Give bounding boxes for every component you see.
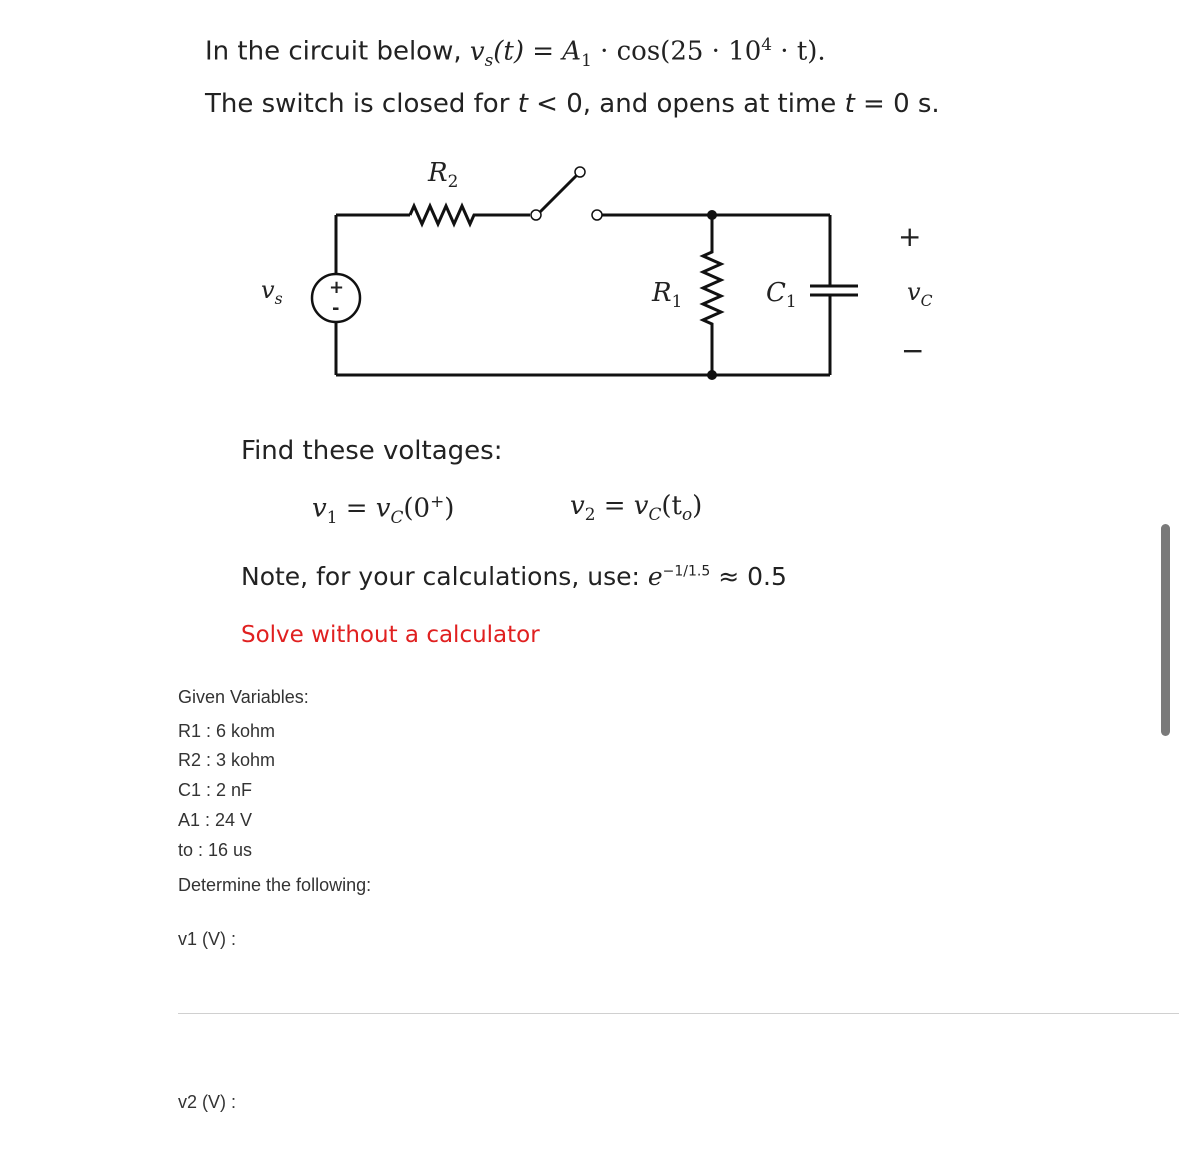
v1-answer-label: v1 (V) :	[178, 929, 237, 949]
given-item-r1: R1 : 6 kohm	[178, 721, 276, 741]
circuit-diagram	[0, 0, 1000, 400]
v2-answer-label: v2 (V) :	[178, 1092, 237, 1112]
r2-label: $R_2$	[428, 158, 459, 192]
switch-contact-left	[531, 210, 541, 220]
note-approx: ≈ 0.5	[710, 562, 787, 591]
formula-sup: 4	[761, 34, 773, 54]
switch-blade	[540, 174, 578, 212]
instruction-text: Solve without a calculator	[241, 622, 540, 648]
source-plus: +	[329, 277, 345, 298]
line2-c: = 0 s.	[854, 89, 940, 119]
switch-contact-right	[592, 210, 602, 220]
r1-label: $R_1$	[652, 278, 683, 312]
junction-top	[707, 210, 717, 220]
formula-tail: · cos(25 · 10	[591, 36, 762, 67]
c1-label: $C_1$	[766, 278, 797, 312]
line2-t1: t	[517, 89, 528, 119]
answer-divider	[178, 1013, 1179, 1014]
given-title: Given Variables:	[178, 687, 309, 707]
problem-line-1-text: In the circuit below,	[205, 36, 470, 67]
formula-end: · t).	[772, 36, 826, 67]
line2-a: The switch is closed for	[205, 89, 518, 119]
switch-tip	[575, 167, 585, 177]
vs-label: $v_s$	[261, 276, 283, 308]
note-exponent: −1/1.5	[662, 563, 711, 580]
formula-part: (t) = A	[493, 36, 582, 67]
vc-label: $v_C$	[907, 278, 933, 310]
vc-plus: +	[898, 220, 922, 253]
note-e: e	[647, 562, 663, 591]
formula-sub: 1	[581, 49, 592, 70]
line2-t2: t	[844, 89, 855, 119]
line2-b: < 0, and opens at time	[527, 89, 845, 119]
r2-resistor	[410, 206, 530, 224]
given-item-r2: R2 : 3 kohm	[178, 750, 276, 770]
find-heading: Find these voltages:	[241, 436, 503, 466]
vs-symbol: $v_s$	[469, 36, 494, 70]
r1-resistor	[703, 215, 721, 375]
given-item-c1: C1 : 2 nF	[178, 780, 253, 800]
determine-label: Determine the following:	[178, 875, 372, 895]
source-minus: -	[332, 298, 340, 319]
v2-formula: $v_2 = v_C(t_o)$	[570, 491, 703, 525]
vc-minus: −	[901, 334, 925, 367]
given-item-to: to : 16 us	[178, 840, 253, 860]
v1-formula: $v_1 = v_C(0^+)$	[312, 491, 455, 527]
note-line	[241, 562, 787, 591]
given-item-a1: A1 : 24 V	[178, 810, 253, 830]
junction-bottom	[707, 370, 717, 380]
scrollbar[interactable]	[1161, 524, 1170, 736]
note-text: Note, for your calculations, use:	[241, 562, 648, 591]
